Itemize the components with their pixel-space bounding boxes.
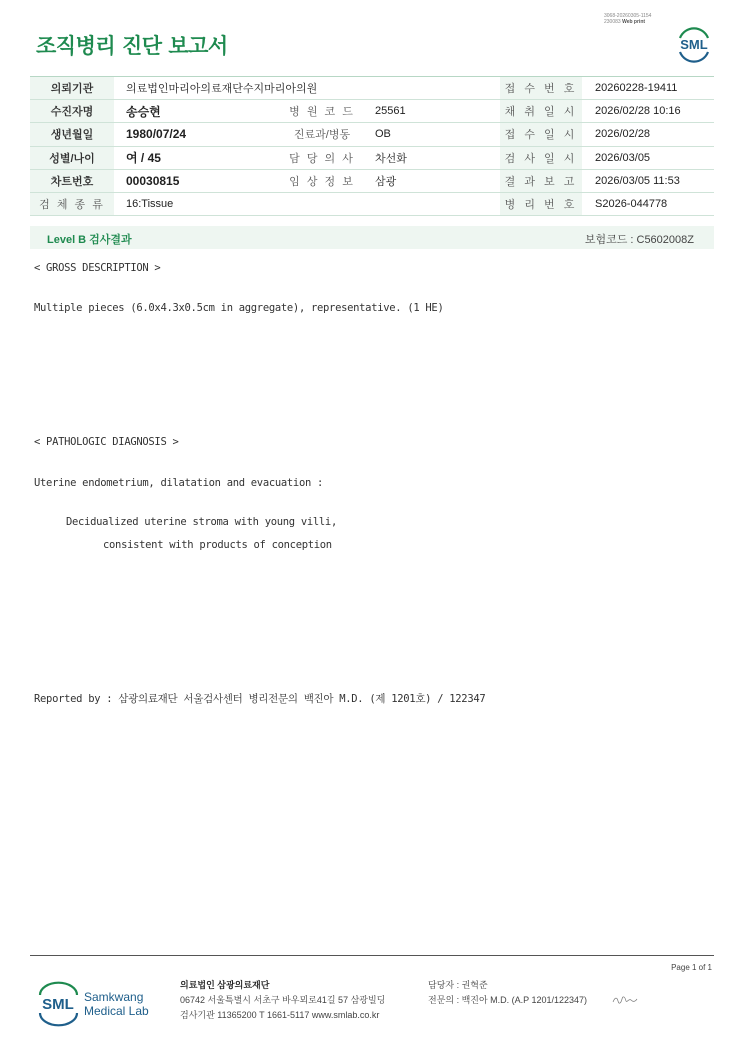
value-chart-number: 00030815 <box>114 169 281 192</box>
sml-logo-icon <box>674 24 714 64</box>
page-title: 조직병리 진단 보고서 <box>36 34 228 58</box>
page-number: Page 1 of 1 <box>671 963 712 972</box>
info-row <box>30 123 714 146</box>
print-id <box>604 13 651 25</box>
footer-org-block <box>180 978 385 1023</box>
value-pathology-number: S2026-044778 <box>582 192 714 215</box>
value-test-date: 2026/03/05 <box>582 146 714 169</box>
value-result-report: 2026/03/05 11:53 <box>582 169 714 192</box>
print-id-line1: 3068-20260305-1154 <box>604 13 652 19</box>
info-row <box>30 146 714 169</box>
level-label: Level B 검사결과 <box>47 234 132 246</box>
pathologic-diagnosis-heading: < PATHOLOGIC DIAGNOSIS > <box>34 436 179 448</box>
diagnosis-line-2: Decidualized uterine stroma with young villi, <box>66 516 337 528</box>
footer-specialist: 전문의 : 백진아 M.D. (A.P 1201/122347) <box>428 995 588 1005</box>
footer-staff-block <box>428 978 587 1008</box>
insurance-code: 보험코드 : C5602008Z <box>584 234 694 246</box>
level-bar <box>30 226 714 249</box>
label-sex-age: 성별/나이 <box>30 146 114 169</box>
info-row <box>30 192 714 215</box>
info-row <box>30 100 714 123</box>
info-row <box>30 77 714 100</box>
info-row <box>30 169 714 192</box>
label-result-report: 결 과 보 고 <box>500 169 582 192</box>
label-received-date: 접 수 일 시 <box>500 123 582 146</box>
label-test-date: 검 사 일 시 <box>500 146 582 169</box>
footer-divider <box>30 955 714 956</box>
logo-bottom-sml: SML <box>42 996 74 1013</box>
label-collection-datetime: 채 취 일 시 <box>500 100 582 123</box>
footer-address: 06742 서울특별시 서초구 바우뫼로41길 57 삼광빌딩 <box>180 995 386 1005</box>
value-sex-age: 여 / 45 <box>114 146 281 169</box>
diagnosis-line-1: Uterine endometrium, dilatation and evacuation : <box>34 477 324 489</box>
value-received-date: 2026/02/28 <box>582 123 714 146</box>
label-chart-number: 차트번호 <box>30 169 114 192</box>
value-patient-name: 송승현 <box>114 100 281 123</box>
value-requesting-institution: 의료법인마리아의료재단수지마리아의원 <box>114 77 500 100</box>
label-hospital-code: 병 원 코 드 <box>281 100 363 123</box>
label-birth-date: 생년월일 <box>30 123 114 146</box>
footer-org: 의료법인 삼광의료재단 <box>180 980 270 990</box>
label-requesting-institution: 의뢰기관 <box>30 77 114 100</box>
samkwang-logo-icon <box>37 981 157 1027</box>
footer-contact: 검사기관 11365200 T 1661-5117 www.smlab.co.kr <box>180 1010 380 1020</box>
value-specimen-type: 16:Tissue <box>114 192 500 215</box>
footer-manager: 담당자 : 권혁준 <box>428 980 488 990</box>
reported-by: Reported by : 삼광의료재단 서울검사센터 병리전문의 백진아 M.D. (제 1201호) / 122347 <box>34 693 486 705</box>
patient-info-table <box>30 76 714 216</box>
value-birth-date: 1980/07/24 <box>114 123 281 146</box>
logo-bottom-line1: Samkwang <box>84 990 144 1004</box>
label-pathology-number: 병 리 번 호 <box>500 192 582 215</box>
gross-description-text: Multiple pieces (6.0x4.3x0.5cm in aggregate), representative. (1 HE) <box>34 302 444 314</box>
diagnosis-line-3: consistent with products of conception <box>103 539 332 551</box>
value-physician: 차선화 <box>363 146 500 169</box>
label-accession-number: 접 수 번 호 <box>500 77 582 100</box>
gross-description-heading: < GROSS DESCRIPTION > <box>34 262 161 274</box>
value-department: OB <box>363 123 500 146</box>
logo-top-text: SML <box>680 37 708 52</box>
print-id-line2: 230083 Web print <box>604 19 646 25</box>
label-clinical-info: 임 상 정 보 <box>281 169 363 192</box>
label-specimen-type: 검 체 종 류 <box>30 192 114 215</box>
value-accession-number: 20260228-19411 <box>582 77 714 100</box>
value-collection-datetime: 2026/02/28 10:16 <box>582 100 714 123</box>
value-hospital-code: 25561 <box>363 100 500 123</box>
label-patient-name: 수진자명 <box>30 100 114 123</box>
label-department: 진료과/병동 <box>281 123 363 146</box>
logo-bottom-line2: Medical Lab <box>84 1004 149 1018</box>
value-clinical-info: 삼광 <box>363 169 500 192</box>
label-physician: 담 당 의 사 <box>281 146 363 169</box>
signature-icon <box>612 994 638 1006</box>
